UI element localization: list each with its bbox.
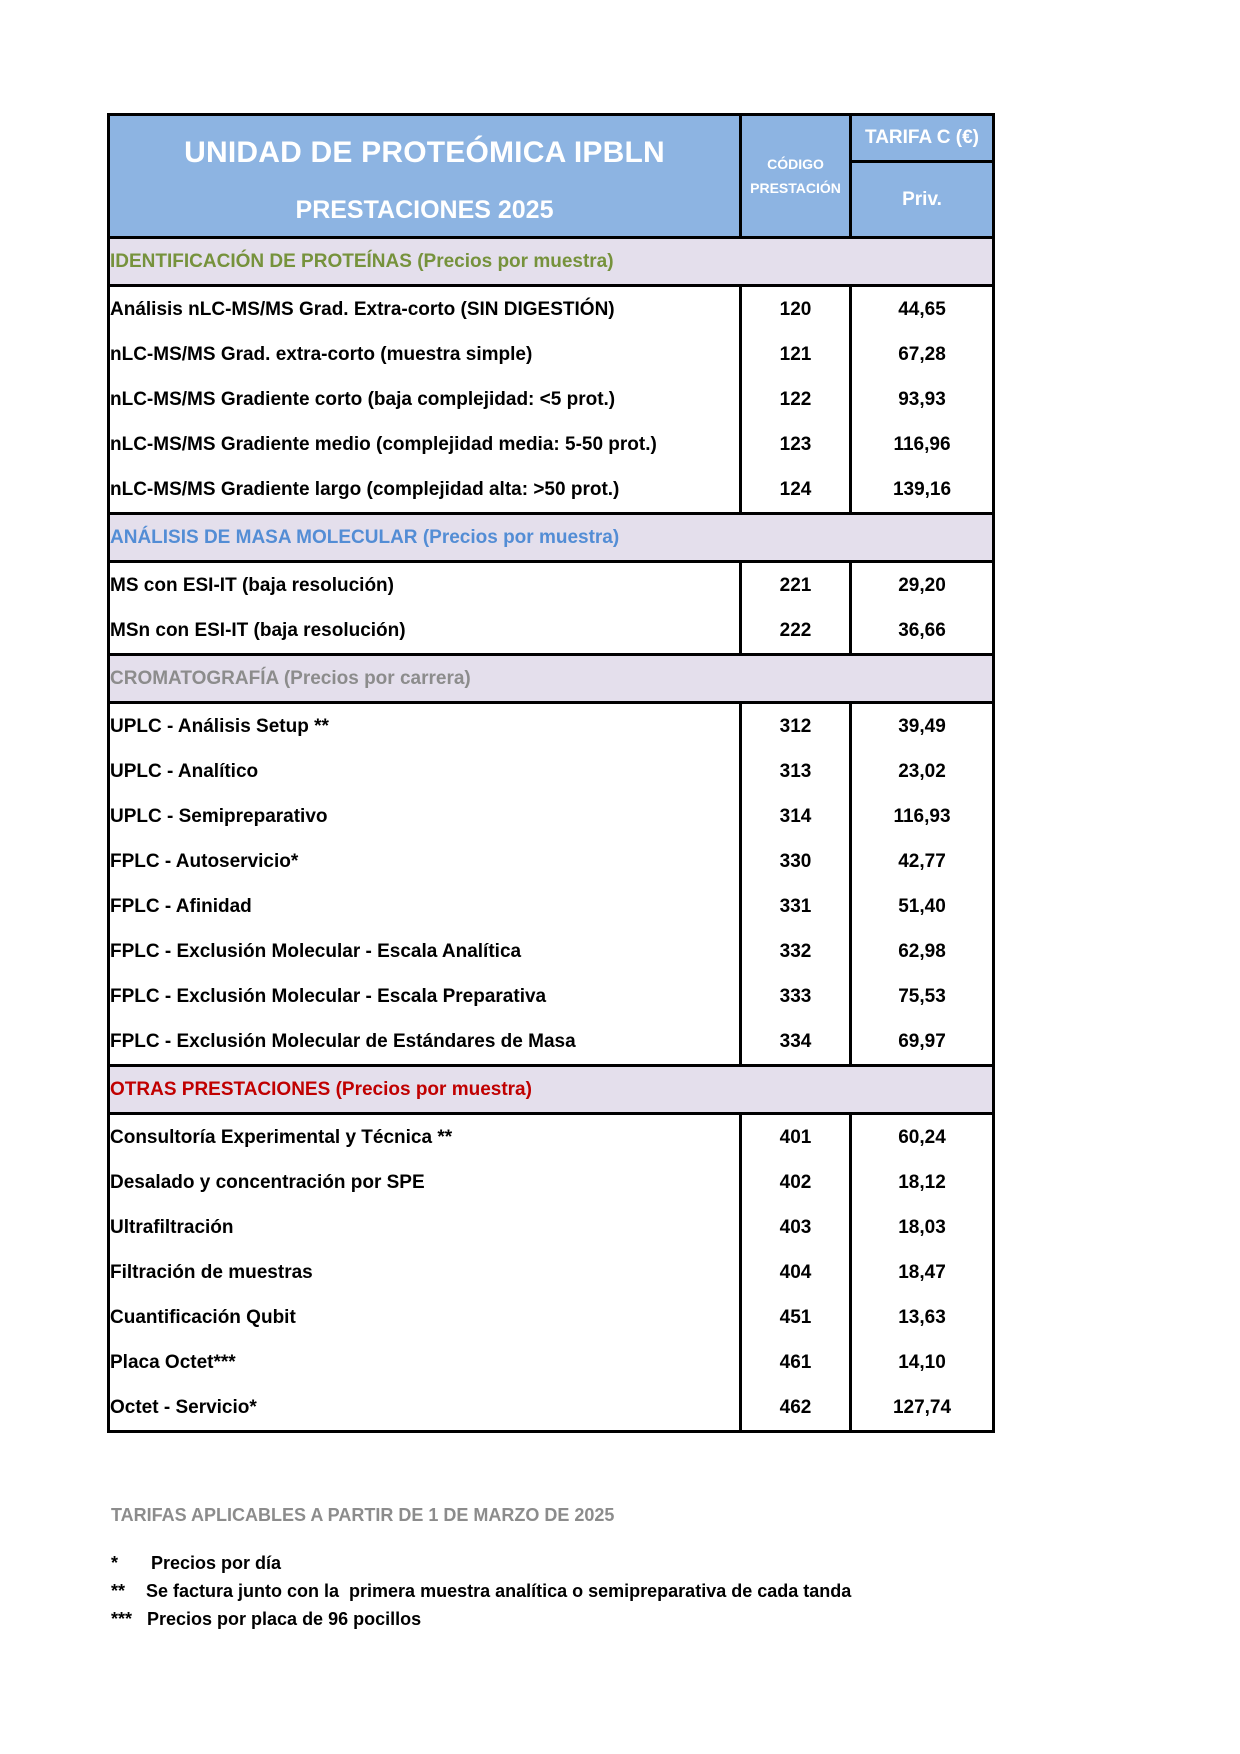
service-description: Octet - Servicio* — [109, 1385, 741, 1432]
service-code: 122 — [741, 377, 851, 422]
table-row — [109, 377, 994, 422]
service-description: FPLC - Exclusión Molecular - Escala Analítica — [109, 929, 741, 974]
service-description: nLC-MS/MS Gradiente largo (complejidad alta: >50 prot.) — [109, 467, 741, 514]
table-row — [109, 286, 994, 333]
code-label-line-2: PRESTACIÓN — [750, 180, 841, 196]
table-row — [109, 1340, 994, 1385]
table-row — [109, 562, 994, 609]
section-note: (Precios por muestra) — [417, 250, 614, 272]
service-price: 116,96 — [851, 422, 994, 467]
price-table-body — [109, 115, 994, 1432]
section-header — [109, 1066, 994, 1114]
table-row — [109, 974, 994, 1019]
page-title: UNIDAD DE PROTEÓMICA IPBLN — [184, 136, 665, 169]
service-price: 60,24 — [851, 1114, 994, 1161]
section-title: OTRAS PRESTACIONES — [110, 1078, 331, 1100]
service-price: 36,66 — [851, 608, 994, 655]
legend-symbol: *** — [111, 1609, 133, 1629]
service-code: 451 — [741, 1295, 851, 1340]
section-note: (Precios por carrera) — [283, 667, 471, 689]
service-code: 333 — [741, 974, 851, 1019]
service-price: 116,93 — [851, 794, 994, 839]
service-price: 139,16 — [851, 467, 994, 514]
service-description: FPLC - Afinidad — [109, 884, 741, 929]
service-code: 121 — [741, 332, 851, 377]
page-subtitle: PRESTACIONES 2025 — [295, 196, 554, 224]
service-description: Filtración de muestras — [109, 1250, 741, 1295]
section-title: IDENTIFICACIÓN DE PROTEÍNAS — [110, 250, 412, 272]
table-header-row — [109, 115, 994, 162]
table-row — [109, 467, 994, 514]
service-price: 23,02 — [851, 749, 994, 794]
service-code: 313 — [741, 749, 851, 794]
table-row — [109, 1205, 994, 1250]
service-description: Placa Octet*** — [109, 1340, 741, 1385]
legend-item — [111, 1581, 851, 1602]
service-description: nLC-MS/MS Gradiente corto (baja complejidad: <5 prot.) — [109, 377, 741, 422]
service-code: 123 — [741, 422, 851, 467]
section-title: ANÁLISIS DE MASA MOLECULAR — [110, 526, 418, 548]
legend-text: Se factura junto con la primera muestra analítica o semipreparativa de cada tanda — [146, 1581, 852, 1601]
section-header-row — [109, 1066, 994, 1114]
service-description: Cuantificación Qubit — [109, 1295, 741, 1340]
table-row — [109, 608, 994, 655]
service-price: 62,98 — [851, 929, 994, 974]
service-price: 29,20 — [851, 562, 994, 609]
service-price: 93,93 — [851, 377, 994, 422]
service-price: 18,03 — [851, 1205, 994, 1250]
service-code: 461 — [741, 1340, 851, 1385]
table-row — [109, 332, 994, 377]
table-row — [109, 1114, 994, 1161]
table-row — [109, 929, 994, 974]
section-header — [109, 655, 994, 703]
table-row — [109, 1019, 994, 1066]
code-column-header — [741, 115, 851, 238]
section-header — [109, 514, 994, 562]
section-header — [109, 238, 994, 286]
service-description: UPLC - Análisis Setup ** — [109, 703, 741, 750]
service-price: 13,63 — [851, 1295, 994, 1340]
section-title: CROMATOGRAFÍA — [110, 667, 279, 689]
table-row — [109, 749, 994, 794]
service-code: 334 — [741, 1019, 851, 1066]
service-code: 222 — [741, 608, 851, 655]
service-code: 124 — [741, 467, 851, 514]
service-description: Consultoría Experimental y Técnica ** — [109, 1114, 741, 1161]
header-title-cell — [109, 115, 741, 238]
service-description: Desalado y concentración por SPE — [109, 1160, 741, 1205]
service-price: 51,40 — [851, 884, 994, 929]
service-price: 44,65 — [851, 286, 994, 333]
table-row — [109, 422, 994, 467]
service-description: nLC-MS/MS Gradiente medio (complejidad media: 5-50 prot.) — [109, 422, 741, 467]
service-price: 18,12 — [851, 1160, 994, 1205]
price-table — [107, 113, 995, 1433]
legend-text: Precios por día — [151, 1553, 282, 1573]
legend-text: Precios por placa de 96 pocillos — [147, 1609, 422, 1629]
service-code: 462 — [741, 1385, 851, 1432]
legend-symbol: ** — [111, 1581, 126, 1601]
service-description: nLC-MS/MS Grad. extra-corto (muestra simple) — [109, 332, 741, 377]
table-row — [109, 1295, 994, 1340]
table-row — [109, 794, 994, 839]
service-price: 75,53 — [851, 974, 994, 1019]
section-note: (Precios por muestra) — [422, 526, 620, 548]
table-row — [109, 1160, 994, 1205]
service-price: 18,47 — [851, 1250, 994, 1295]
section-note: (Precios por muestra) — [335, 1078, 532, 1100]
priv-column-header: Priv. — [851, 162, 994, 238]
service-description: UPLC - Semipreparativo — [109, 794, 741, 839]
section-header-row — [109, 655, 994, 703]
section-header-row — [109, 238, 994, 286]
table-row — [109, 1385, 994, 1432]
service-code: 332 — [741, 929, 851, 974]
service-code: 401 — [741, 1114, 851, 1161]
table-row — [109, 703, 994, 750]
legend-item — [111, 1609, 421, 1630]
service-code: 312 — [741, 703, 851, 750]
tarifa-column-header: TARIFA C (€) — [851, 115, 994, 162]
table-row — [109, 839, 994, 884]
service-description: Ultrafiltración — [109, 1205, 741, 1250]
legend-symbol: * — [111, 1553, 119, 1573]
service-description: FPLC - Exclusión Molecular - Escala Preparativa — [109, 974, 741, 1019]
service-code: 402 — [741, 1160, 851, 1205]
service-code: 120 — [741, 286, 851, 333]
service-description: UPLC - Analítico — [109, 749, 741, 794]
service-price: 39,49 — [851, 703, 994, 750]
table-row — [109, 884, 994, 929]
service-price: 14,10 — [851, 1340, 994, 1385]
service-description: MS con ESI-IT (baja resolución) — [109, 562, 741, 609]
service-code: 221 — [741, 562, 851, 609]
service-price: 67,28 — [851, 332, 994, 377]
table-row — [109, 1250, 994, 1295]
service-description: FPLC - Autoservicio* — [109, 839, 741, 884]
code-label-line-1: CÓDIGO — [767, 156, 824, 172]
service-description: FPLC - Exclusión Molecular de Estándares de Masa — [109, 1019, 741, 1066]
service-description: MSn con ESI-IT (baja resolución) — [109, 608, 741, 655]
service-code: 330 — [741, 839, 851, 884]
service-price: 69,97 — [851, 1019, 994, 1066]
service-code: 404 — [741, 1250, 851, 1295]
service-code: 331 — [741, 884, 851, 929]
applicability-note: TARIFAS APLICABLES A PARTIR DE 1 DE MARZO DE 2025 — [111, 1505, 615, 1525]
service-price: 42,77 — [851, 839, 994, 884]
service-price: 127,74 — [851, 1385, 994, 1432]
section-header-row — [109, 514, 994, 562]
service-code: 314 — [741, 794, 851, 839]
legend-item — [111, 1553, 281, 1574]
service-code: 403 — [741, 1205, 851, 1250]
service-description: Análisis nLC-MS/MS Grad. Extra-corto (SIN DIGESTIÓN) — [109, 286, 741, 333]
